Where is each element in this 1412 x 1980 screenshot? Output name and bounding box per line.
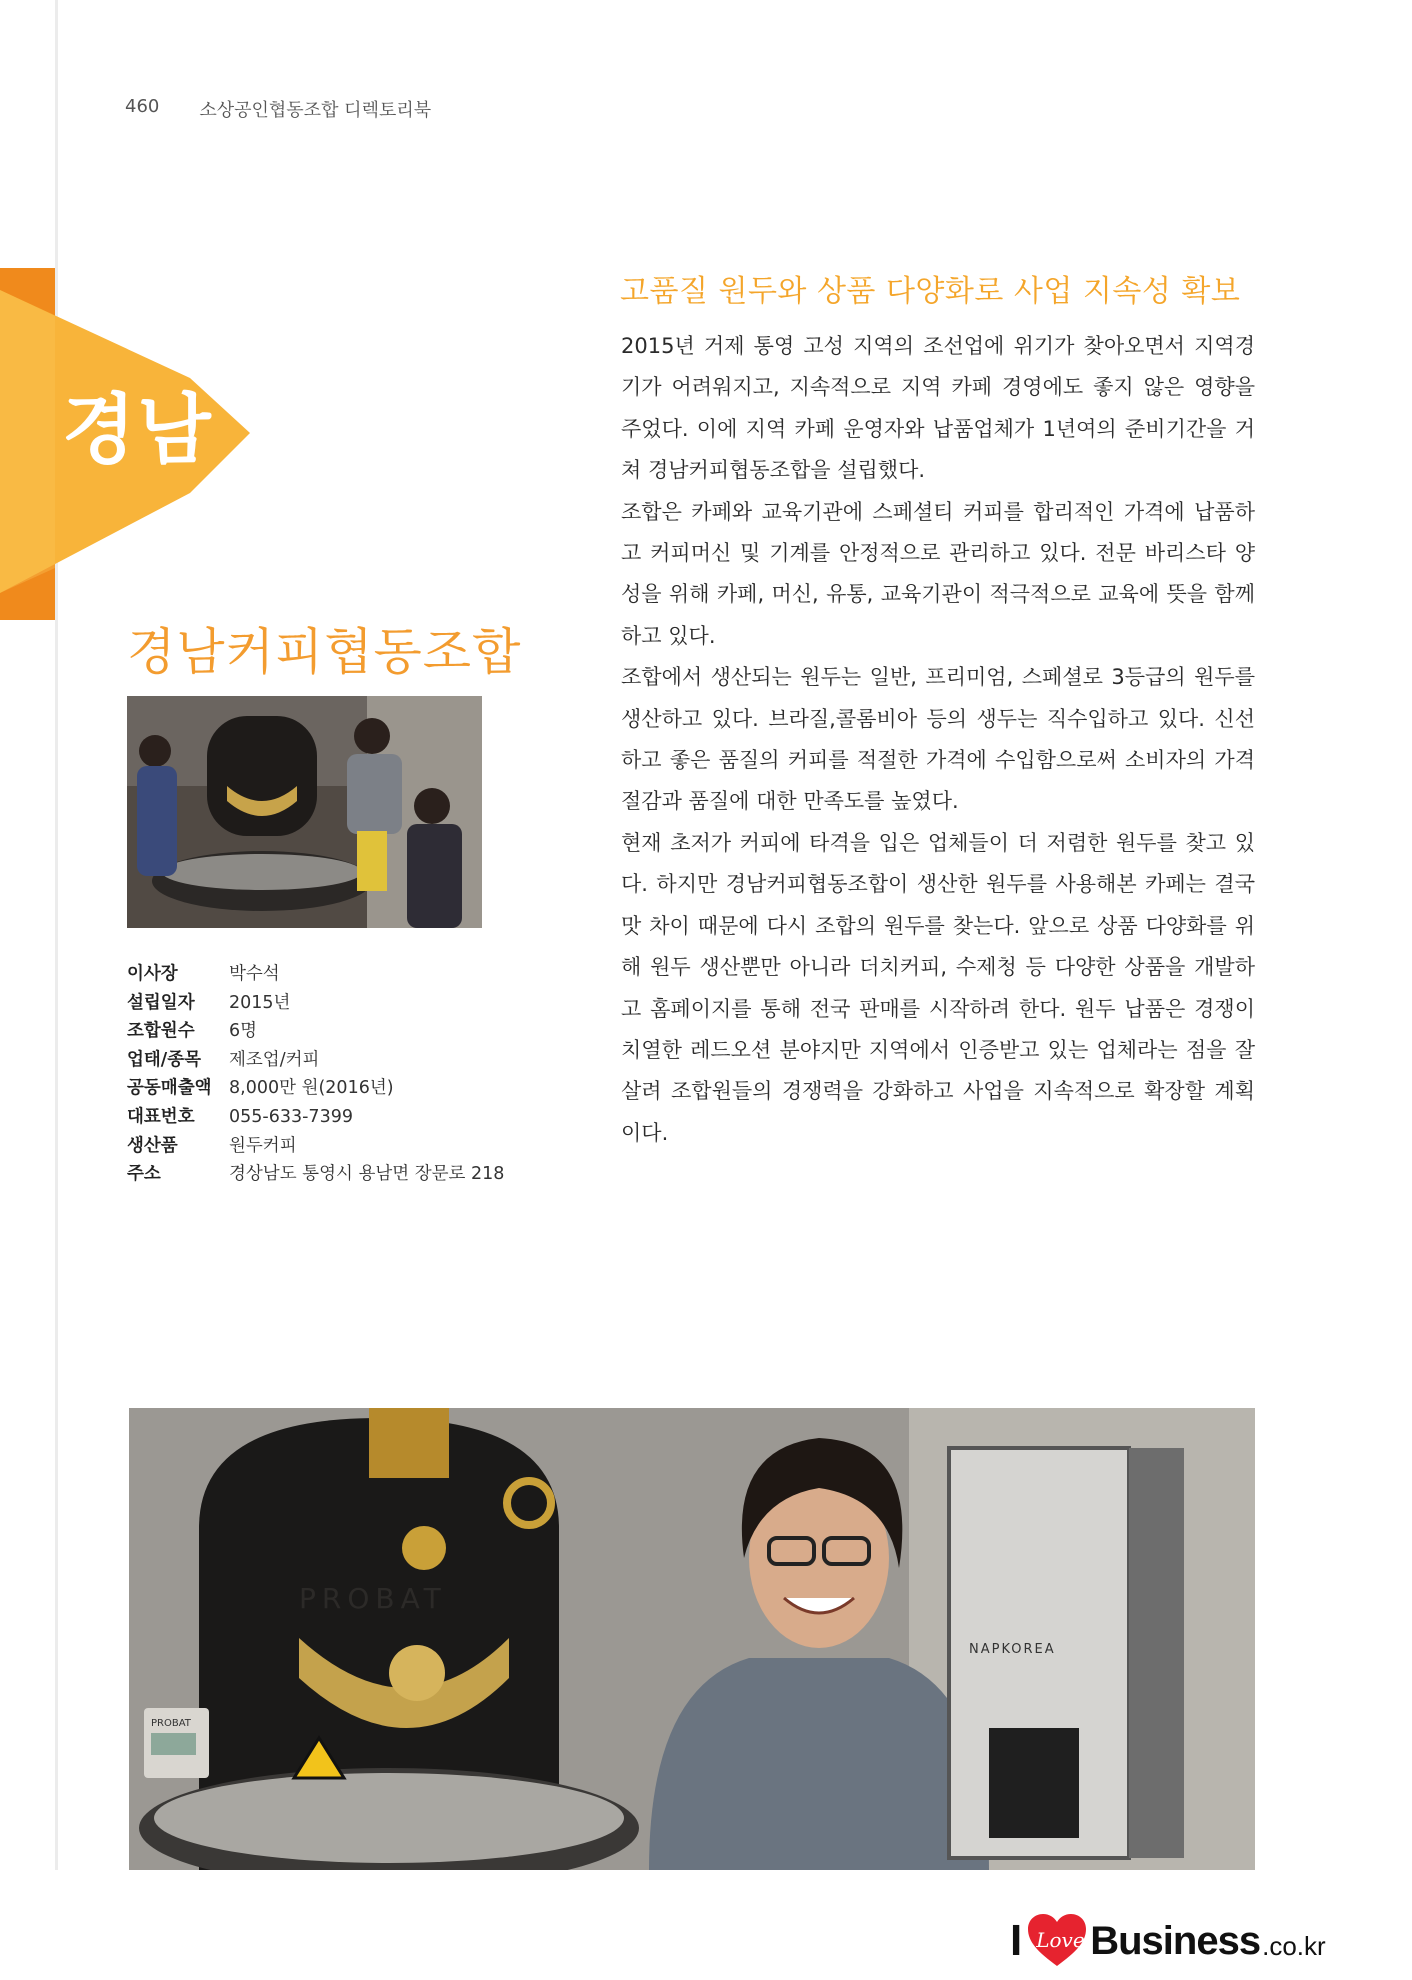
info-row-business-type xyxy=(127,1046,504,1075)
info-value: 6명 xyxy=(229,1021,258,1042)
info-key: 대표번호 xyxy=(127,1106,195,1127)
info-row-address xyxy=(127,1160,504,1189)
article-paragraph: 조합에서 생산되는 원두는 일반, 프리미엄, 스페셜로 3등급의 원두를 생산하고 있다. 브라질,콜롬비아 등의 생두는 직수입하고 있다. 신선하고 좋은 품질의 커피를 적절한 가격에 수입함으로써 소비자의 가격 절감과 품질에 대한 만족도를 높였다. xyxy=(621,665,1255,814)
region-label: 경남 xyxy=(62,385,213,474)
article-paragraph: 현재 초저가 커피에 타격을 입은 업체들이 더 저렴한 원두를 찾고 있다. 하지만 경남커피협동조합이 생산한 원두를 사용해본 카페는 결국 맛 차이 때문에 다시 조합의 원두를 찾는다. 앞으로 상품 다양화를 위해 원두 생산뿐만 아니라 더치커피, 수제청 등 다양한 상품을 개발하고 홈페이지를 통해 전국 판매를 시작하려 한다. 원두 납품은 경쟁이 치열한 레드오션 분야지만 지역에서 인증받고 있는 업체라는 점을 잘 살려 조합원들의 경쟁력을 강화하고 사업을 지속적으로 확장할 계획이다. xyxy=(621,830,1255,1145)
info-value: 원두커피 xyxy=(229,1135,297,1156)
organization-name: 경남커피협동조합 xyxy=(127,623,522,681)
info-value: 055-633-7399 xyxy=(229,1106,353,1127)
article-headline: 고품질 원두와 상품 다양화로 사업 지속성 확보 xyxy=(620,274,1241,309)
info-value: 8,000만 원(2016년) xyxy=(229,1078,394,1099)
panel-brand-text: PROBAT xyxy=(151,1718,191,1729)
info-key: 주소 xyxy=(127,1164,161,1185)
info-row-founded xyxy=(127,989,504,1018)
logo-domain: .co.kr xyxy=(1262,1930,1326,1961)
info-table xyxy=(127,960,504,1189)
info-row-sales xyxy=(127,1074,504,1103)
article-paragraph: 조합은 카페와 교육기관에 스페셜티 커피를 합리적인 가격에 납품하고 커피머신 및 기계를 안정적으로 관리하고 있다. 전문 바리스타 양성을 위해 카페, 머신, 유통, 교육기관이 적극적으로 교육에 뜻을 함께하고 있다. xyxy=(621,499,1255,648)
book-title: 소상공인협동조합 디렉토리북 xyxy=(199,100,432,121)
team-photo-illustration xyxy=(127,696,482,928)
info-key: 공동매출액 xyxy=(127,1078,212,1099)
roaster-photo xyxy=(129,1408,1255,1870)
running-header xyxy=(125,96,431,122)
info-row-phone xyxy=(127,1103,504,1132)
heart-icon xyxy=(1028,1914,1086,1968)
team-photo xyxy=(127,696,482,928)
info-key: 조합원수 xyxy=(127,1021,195,1042)
roaster-brand-text: PROBAT xyxy=(299,1582,447,1615)
info-row-product xyxy=(127,1132,504,1161)
logo-i: I xyxy=(1010,1916,1023,1965)
page-number: 460 xyxy=(125,96,160,117)
footer-logo xyxy=(1010,1914,1326,1968)
info-value: 2015년 xyxy=(229,992,291,1013)
info-key: 설립일자 xyxy=(127,992,195,1013)
logo-business: Business xyxy=(1090,1918,1261,1963)
article-paragraph: 2015년 거제 통영 고성 지역의 조선업에 위기가 찾아오면서 지역경기가 어려워지고, 지속적으로 지역 카페 경영에도 좋지 않은 영향을 주었다. 이에 지역 카페 운영자와 납품업체가 1년여의 준비기간을 거쳐 경남커피협동조합을 설립했다. xyxy=(621,334,1255,483)
roaster-photo-illustration xyxy=(129,1408,1255,1870)
info-key: 생산품 xyxy=(127,1135,178,1156)
info-value: 제조업/커피 xyxy=(229,1049,320,1070)
info-value: 박수석 xyxy=(229,964,280,984)
logo-love: Love xyxy=(1036,1928,1085,1952)
info-key: 이사장 xyxy=(127,964,178,984)
info-row-members xyxy=(127,1017,504,1046)
grinder-brand-text: NAPKOREA xyxy=(969,1642,1056,1657)
info-row-chairman xyxy=(127,960,504,989)
article-body xyxy=(621,326,1255,1154)
info-key: 업태/종목 xyxy=(127,1049,202,1070)
info-value: 경상남도 통영시 용남면 장문로 218 xyxy=(229,1164,505,1185)
